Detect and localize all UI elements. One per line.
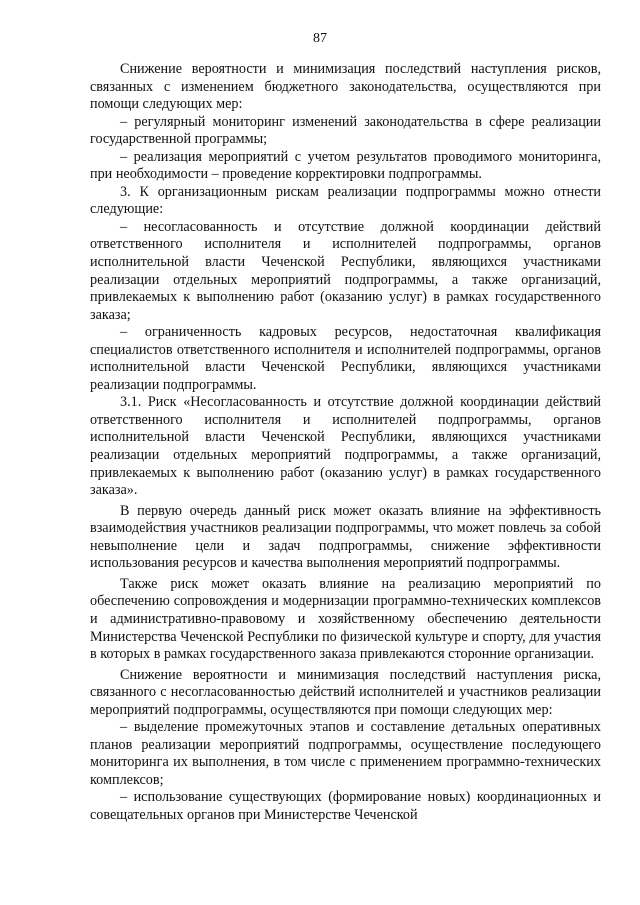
paragraph-risk-support: Также риск может оказать влияние на реализацию мероприятий по обеспечению сопровождения и модернизации программно-технических комплексов и административно-правовому и хозяйственному обеспечению деятельности Министерства Чеченской Республики по физической культуре и спорту, для участия в которых в рамках государственного заказа привлекаются сторонние организации.	[90, 575, 601, 663]
list-item-staff-risk: – ограниченность кадровых ресурсов, недостаточная квалификация специалистов ответственного исполнителя и исполнителей подпрограммы, органов исполнительной власти Чеченской Республики, являющихся участниками реализации подпрограммы.	[90, 324, 601, 393]
paragraph-risk-impact: В первую очередь данный риск может оказать влияние на эффективность взаимодействия участников реализации подпрограммы, что может повлечь за собой невыполнение цели и задач подпрограммы, снижение эффективности использования ресурсов и качества выполнения мероприятий подпрограммы.	[90, 502, 601, 572]
paragraph-organizational-risks: 3. К организационным рискам реализации подпрограммы можно отнести следующие:	[90, 183, 601, 218]
page-number: 87	[313, 31, 327, 46]
list-item-coordination-bodies: – использование существующих (формирование новых) координационных и совещательных органов при Министерстве Чеченской	[90, 789, 601, 823]
paragraph-coordination-measures: Снижение вероятности и минимизация последствий наступления риска, связанного с несогласованностью действий исполнителей и участников реализации мероприятий подпрограммы, осуществляются при помощи следующих мер:	[90, 666, 601, 718]
paragraph-risk-3-1: 3.1. Риск «Несогласованность и отсутствие должной координации действий ответственного исполнителя и исполнителей подпрограммы, органов исполнительной власти Чеченской Республики, являющихся участниками реализации отдельных мероприятий подпрограммы, а также организаций, привлекаемых к выполнению работ (оказанию услуг) в рамках государственного заказа».	[90, 394, 601, 499]
list-item-legislation-monitoring: – регулярный мониторинг изменений законодательства в сфере реализации государственной программы;	[90, 113, 601, 148]
list-item-intermediate-stages: – выделение промежуточных этапов и составление детальных оперативных планов реализации мероприятий подпрограммы, осуществление последующего мониторинга их выполнения, в том числе с применением программно-технических комплексов;	[90, 719, 601, 788]
list-item-coordination-risk: – несогласованность и отсутствие должной координации действий ответственного исполнителя и исполнителей подпрограммы, органов исполнительной власти Чеченской Республики, являющихся участниками реализации отдельных мероприятий подпрограммы, а также организаций, привлекаемых к выполнению работ (оказанию услуг) в рамках государственного заказа;	[90, 218, 601, 323]
document-body	[90, 61, 601, 825]
paragraph-budget-risk-measures: Снижение вероятности и минимизация последствий наступления рисков, связанных с изменением бюджетного законодательства, осуществляются при помощи следующих мер:	[90, 61, 601, 113]
list-item-measures-adjustment: – реализация мероприятий с учетом результатов проводимого мониторинга, при необходимости – проведение корректировки подпрограммы.	[90, 148, 601, 183]
